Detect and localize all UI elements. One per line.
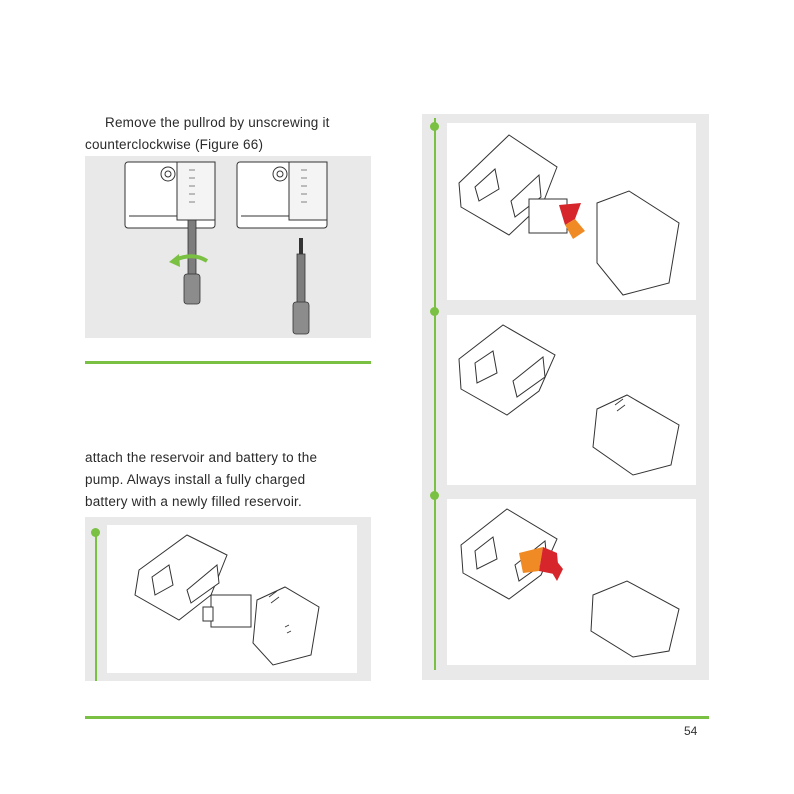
figure-pullrod-panel [85, 156, 371, 338]
timeline-dot [91, 528, 100, 537]
figure-attach-panel [85, 517, 371, 681]
step-text-line-2: pump. Always install a fully charged [85, 472, 306, 487]
timeline-line [434, 118, 436, 670]
step-text-line-1: attach the reservoir and battery to the [85, 450, 318, 465]
step-text-line-1: Remove the pullrod by unscrewing it [105, 115, 330, 130]
step-text-remove-pullrod [85, 112, 375, 156]
insert-battery-illustration [447, 123, 696, 300]
figure-card-1 [447, 123, 696, 300]
figure-card [107, 525, 357, 673]
footer-divider [85, 716, 709, 719]
pump-reservoir-battery-illustration [107, 525, 357, 673]
figure-sequence-panel [422, 114, 709, 680]
step-text-attach [85, 447, 375, 513]
battery-attached-illustration [447, 315, 696, 485]
page-number: 54 [684, 724, 698, 738]
timeline-dot-3 [430, 491, 439, 500]
pullrod-illustration [85, 156, 371, 338]
step-text-line-3: battery with a newly filled reservoir. [85, 494, 302, 509]
attach-reservoir-illustration [447, 499, 696, 665]
timeline-dot-1 [430, 122, 439, 131]
section-divider-left [85, 361, 371, 364]
figure-card-2 [447, 315, 696, 485]
figure-card-3 [447, 499, 696, 665]
step-text-line-2: counterclockwise (Figure 66) [85, 137, 264, 152]
timeline-line [95, 533, 97, 681]
timeline-dot-2 [430, 307, 439, 316]
